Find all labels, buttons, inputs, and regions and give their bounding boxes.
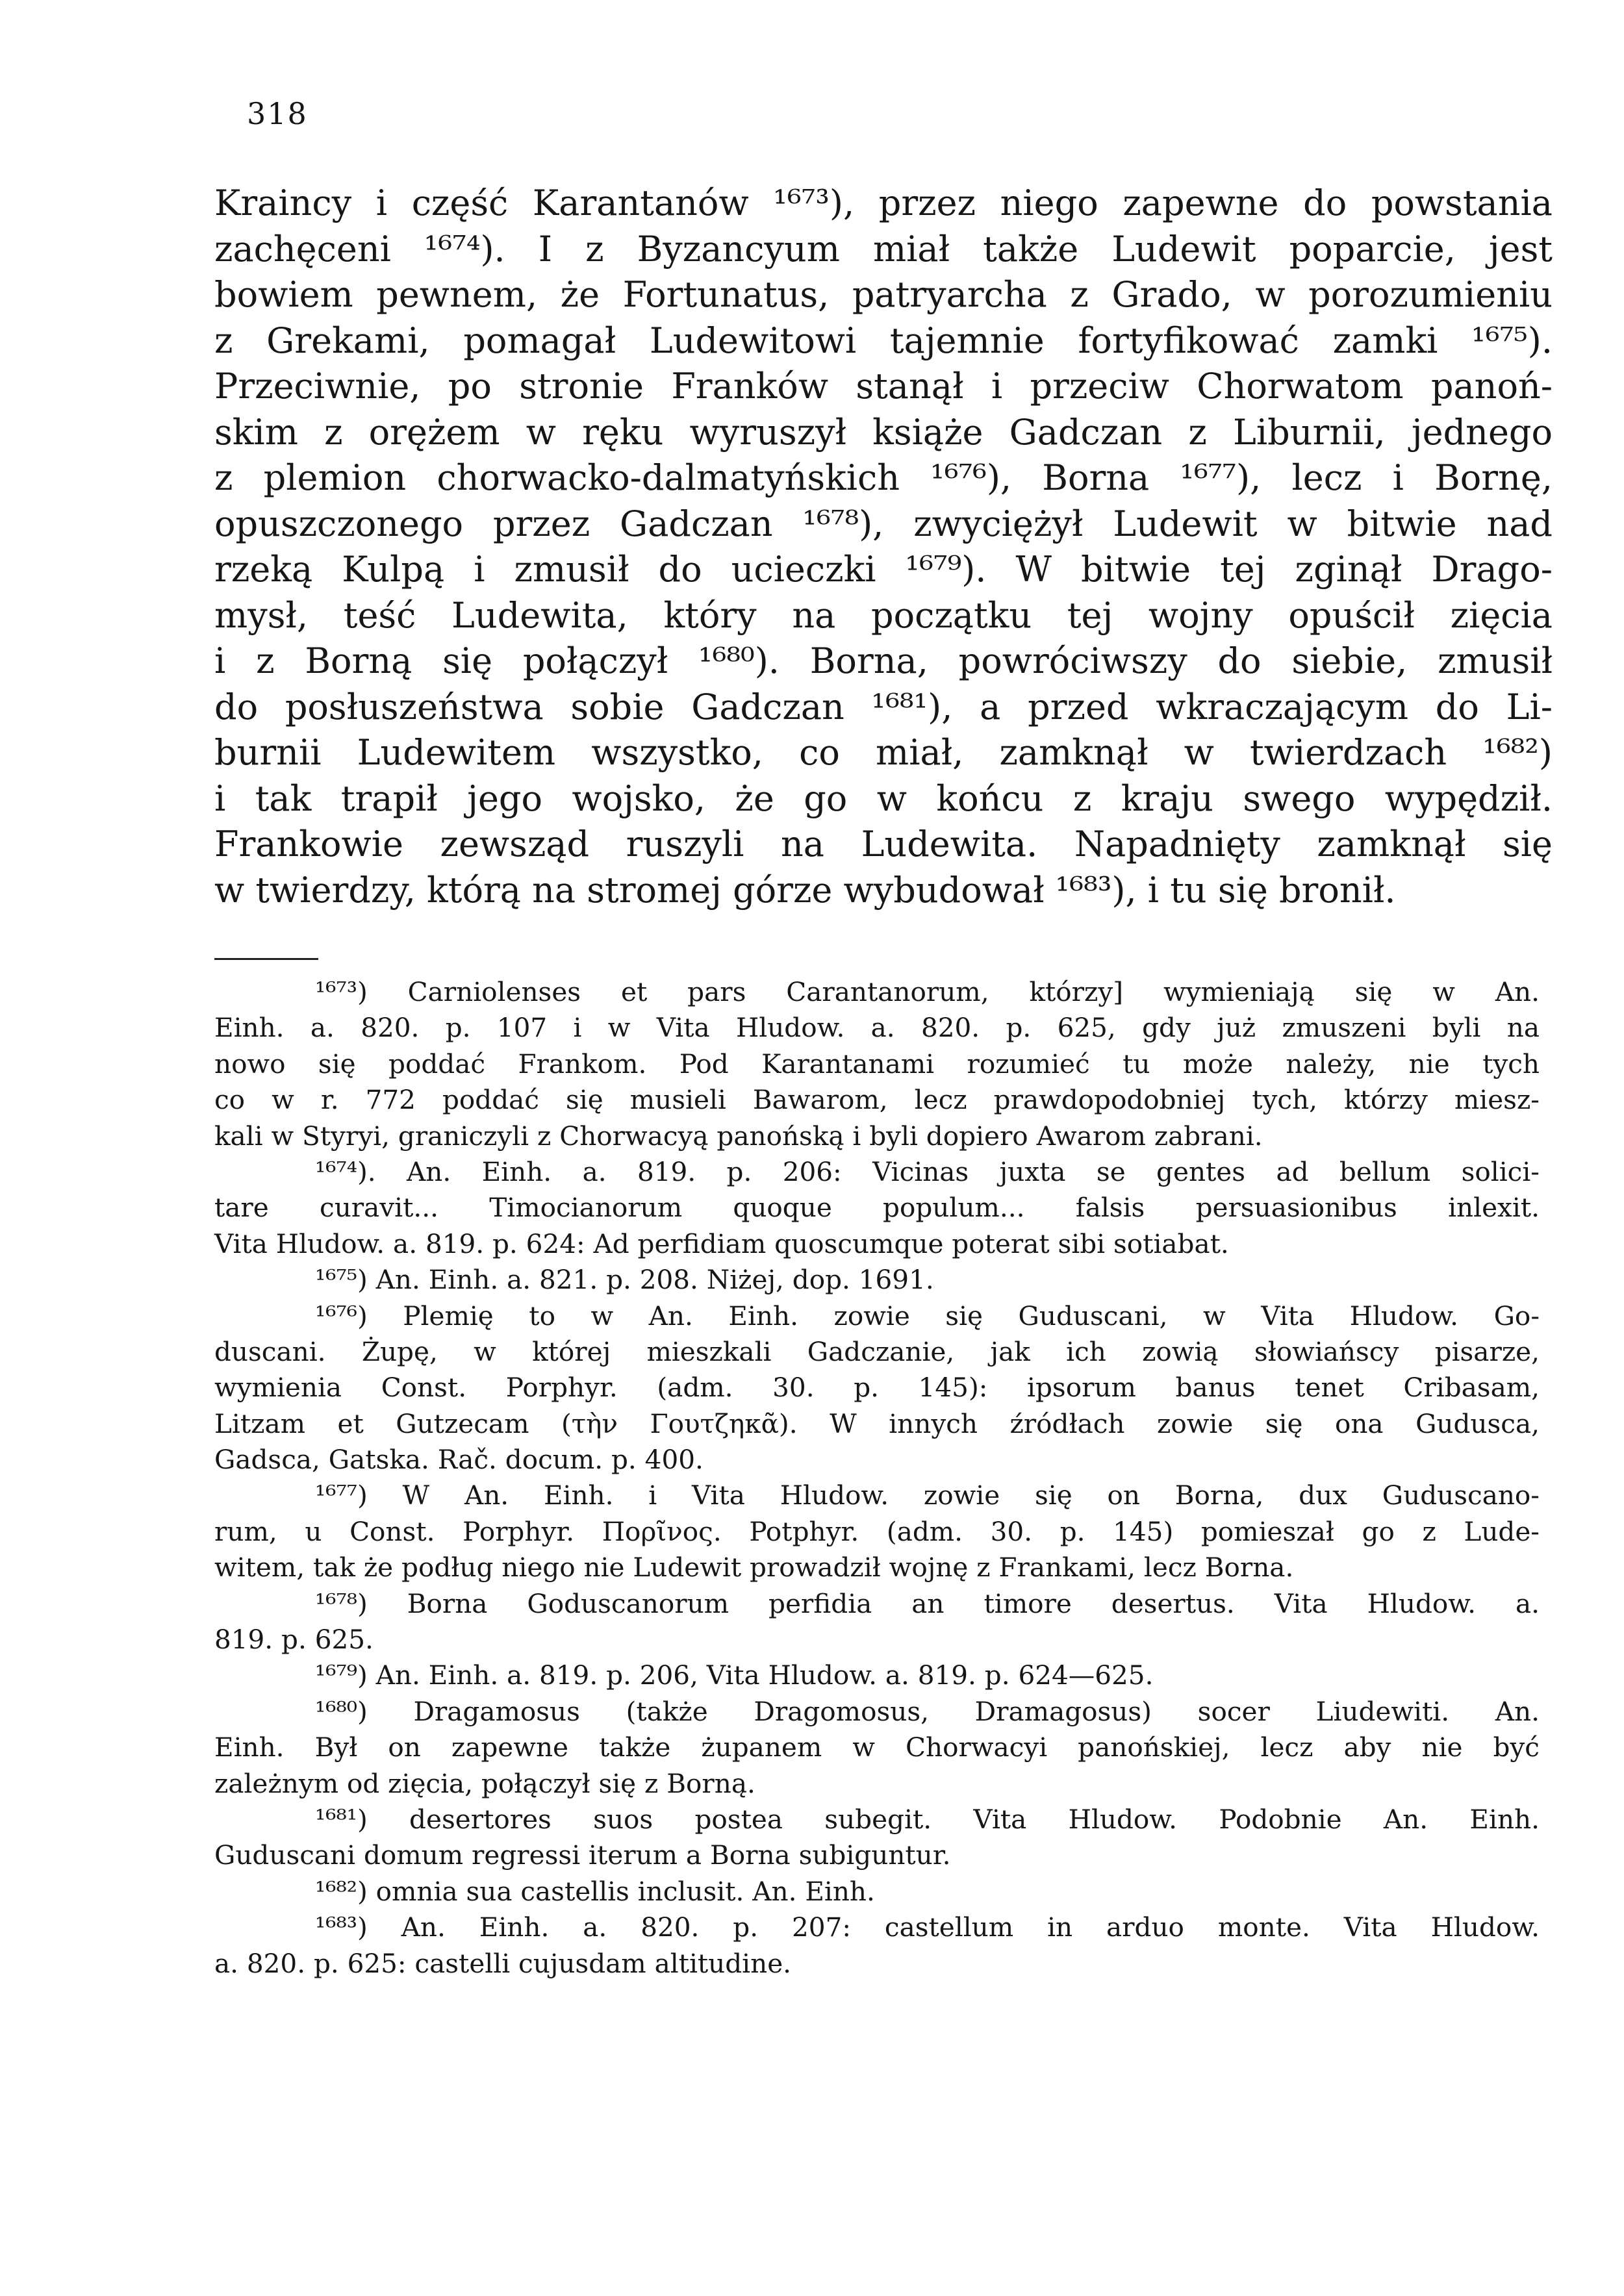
- footnote-line: ¹⁶⁷⁷) W An. Einh. i Vita Hludow. zowie się on Borna, dux Guduscano-: [315, 1480, 1540, 1511]
- footnote-line: Vita Hludow. a. 819. p. 624: Ad perfidiam quoscumque poterat sibi sotiabat.: [214, 1228, 1229, 1259]
- footnote-line: wymienia Const. Porphyr. (adm. 30. p. 145): ipsorum banus tenet Cribasam,: [214, 1372, 1540, 1404]
- footnote-line: zależnym od zięcia, połączył się z Borną.: [214, 1767, 755, 1799]
- footnote-line: duscani. Żupę, w której mieszkali Gadczanie, jak ich zowią słowiańscy pisarze,: [214, 1335, 1540, 1367]
- footnote-line: ¹⁶⁷⁵) An. Einh. a. 821. p. 208. Niżej, dop. 1691.: [315, 1264, 934, 1296]
- footnote-line: 819. p. 625.: [214, 1624, 374, 1656]
- page-number: 318: [247, 96, 308, 131]
- main-text-line: i z Borną się połączył ¹⁶⁸⁰). Borna, powróciwszy do siebie, zmusił: [214, 640, 1553, 681]
- footnote-rule: [214, 958, 318, 960]
- footnote-line: ¹⁶⁸²) omnia sua castellis inclusit. An. Einh.: [315, 1875, 875, 1907]
- footnote-line: kali w Styryi, graniczyli z Chorwacyą panońską i byli dopiero Awarom zabrani.: [214, 1120, 1263, 1152]
- footnote-line: co w r. 772 poddać się musieli Bawarom, lecz prawdopodobniej tych, którzy miesz-: [214, 1084, 1540, 1116]
- main-text-line: burnii Ludewitem wszystko, co miał, zamknął w twierdzach ¹⁶⁸²): [214, 732, 1553, 773]
- footnote-line: Einh. Był on zapewne także żupanem w Chorwacyi panońskiej, lecz aby nie być: [214, 1732, 1540, 1763]
- footnote-line: Gadsca, Gatska. Rač. docum. p. 400.: [214, 1444, 704, 1476]
- footnote-line: ¹⁶⁸³) An. Einh. a. 820. p. 207: castellum in arduo monte. Vita Hludow.: [315, 1911, 1540, 1943]
- main-text-line: z plemion chorwacko-dalmatyńskich ¹⁶⁷⁶), Borna ¹⁶⁷⁷), lecz i Bornę,: [214, 457, 1553, 498]
- footnote-line: witem, tak że podług niego nie Ludewit prowadził wojnę z Frankami, lecz Borna.: [214, 1552, 1294, 1583]
- main-text: [214, 181, 1553, 913]
- footnote-line: Guduscani domum regressi iterum a Borna subiguntur.: [214, 1839, 951, 1871]
- footnote-line: tare curavit... Timocianorum quoque populum... falsis persuasionibus inlexit.: [214, 1192, 1540, 1224]
- footnotes: [214, 974, 1540, 1982]
- main-text-line: skim z orężem w ręku wyruszył książe Gadczan z Liburnii, jednego: [214, 411, 1553, 453]
- footnote-line: ¹⁶⁷⁶) Plemię to w An. Einh. zowie się Guduscani, w Vita Hludow. Go-: [315, 1300, 1540, 1331]
- footnote-line: ¹⁶⁸¹) desertores suos postea subegit. Vita Hludow. Podobnie An. Einh.: [315, 1803, 1540, 1835]
- main-text-line: z Grekami, pomagał Ludewitowi tajemnie fortyfikować zamki ¹⁶⁷⁵).: [214, 320, 1553, 361]
- main-text-line: opuszczonego przez Gadczan ¹⁶⁷⁸), zwyciężył Ludewit w bitwie nad: [214, 503, 1553, 544]
- footnote-line: ¹⁶⁷⁹) An. Einh. a. 819. p. 206, Vita Hludow. a. 819. p. 624—625.: [315, 1659, 1154, 1691]
- footnote-line: ¹⁶⁸⁰) Dragamosus (także Dragomosus, Dramagosus) socer Liudewiti. An.: [315, 1695, 1540, 1727]
- footnote-line: nowo się poddać Frankom. Pod Karantanami rozumieć tu może należy, nie tych: [214, 1048, 1540, 1079]
- footnote-line: ¹⁶⁷⁴). An. Einh. a. 819. p. 206: Vicinas juxta se gentes ad bellum solici-: [315, 1155, 1540, 1187]
- main-text-line: i tak trapił jego wojsko, że go w końcu z kraju swego wypędził.: [214, 777, 1553, 819]
- footnote-line: rum, u Const. Porphyr. Πορῖνος. Potphyr. (adm. 30. p. 145) pomieszał go z Lude-: [214, 1515, 1540, 1547]
- footnote-line: ¹⁶⁷³) Carniolenses et pars Carantanorum, którzy] wymieniają się w An.: [315, 976, 1540, 1007]
- main-text-line: zachęceni ¹⁶⁷⁴). I z Byzancyum miał także Ludewit poparcie, jest: [214, 228, 1553, 270]
- main-text-line: bowiem pewnem, że Fortunatus, patryarcha z Grado, w porozumieniu: [214, 274, 1553, 315]
- main-text-line: mysł, teść Ludewita, który na początku tej wojny opuścił zięcia: [214, 594, 1553, 636]
- footnote-line: Einh. a. 820. p. 107 i w Vita Hludow. a. 820. p. 625, gdy już zmuszeni byli na: [214, 1012, 1540, 1044]
- main-text-line: do posłuszeństwa sobie Gadczan ¹⁶⁸¹), a przed wkraczającym do Li-: [214, 686, 1553, 727]
- main-text-line: w twierdzy, którą na stromej górze wybudował ¹⁶⁸³), i tu się bronił.: [214, 869, 1396, 911]
- main-text-line: Kraincy i część Karantanów ¹⁶⁷³), przez niego zapewne do powstania: [214, 183, 1553, 223]
- main-text-line: Przeciwnie, po stronie Franków stanął i przeciw Chorwatom panoń-: [214, 366, 1553, 407]
- footnote-line: ¹⁶⁷⁸) Borna Goduscanorum perfidia an timore desertus. Vita Hludow. a.: [315, 1587, 1540, 1619]
- main-text-line: rzeką Kulpą i zmusił do ucieczki ¹⁶⁷⁹). W bitwie tej zginął Drago-: [214, 549, 1553, 590]
- footnote-line: a. 820. p. 625: castelli cujusdam altitudine.: [214, 1947, 792, 1979]
- footnote-line: Litzam et Gutzecam (τὴν Γουτζηκᾶ). W innych źródłach zowie się ona Gudusca,: [214, 1407, 1540, 1439]
- main-text-line: Frankowie zewsząd ruszyli na Ludewita. Napadnięty zamknął się: [214, 824, 1553, 864]
